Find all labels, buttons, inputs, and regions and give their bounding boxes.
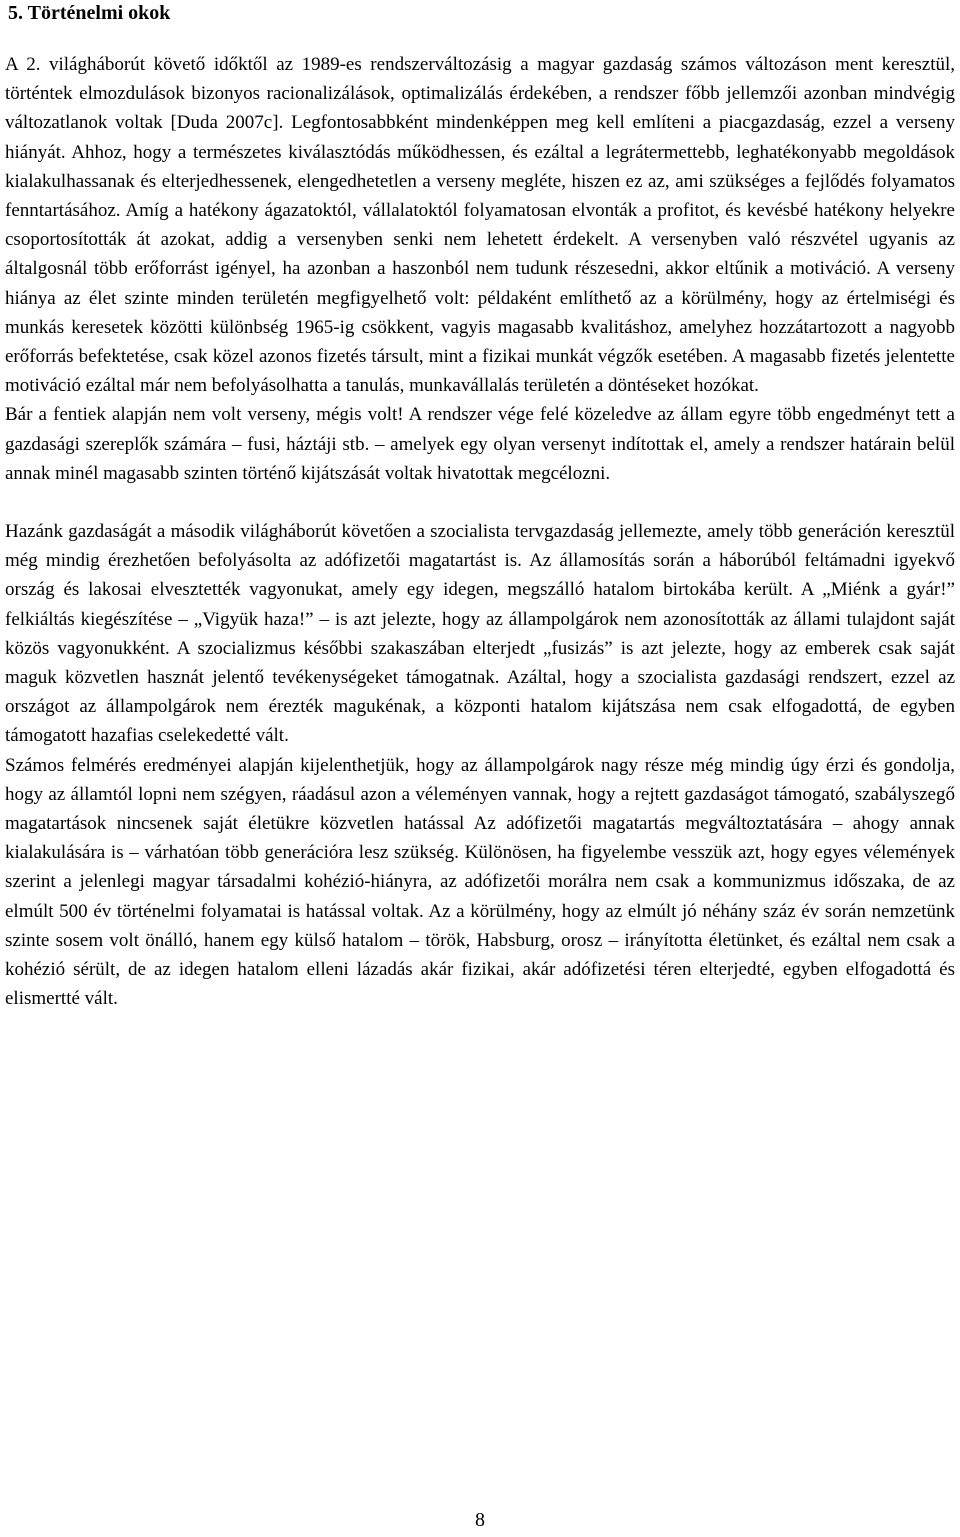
paragraph: Hazánk gazdaságát a második világháborút követően a szocialista tervgazdaság jellemezte, amely több generáción keresztül még mindig érezhetően befolyásolta az adófizetői magatartást is. Az államosítás során a háborúból feltámadni igyekvő ország és lakosai elvesztették vagyonukat, amely egy idegen, megszálló hatalom birtokába került. A „Miénk a gyár!” felkiáltás kiegészítése – „Vigyük haza!” – is azt jelezte, hogy az állampolgárok nem azonosították az állami tulajdont saját közös vagyonukként. A szocializmus későbbi szakaszában elterjedt „fusizás” is azt jelezte, hogy az emberek csak saját maguk közvetlen hasznát jelentő tevékenységeket támogatnak. Azáltal, hogy a szocialista gazdasági rendszert, ezzel az országot az állampolgárok nem érezték magukénak, a központi hatalom kijátszása nem csak elfogadottá, de egyben támogatott hazafias cselekedetté vált. <box>5 521 955 747</box>
paragraph: Bár a fentiek alapján nem volt verseny, mégis volt! A rendszer vége felé közeledve az állam egyre több engedményt tett a gazdasági szereplők számára – fusi, háztáji stb. – amelyek egy olyan versenyt indítottak el, amely a rendszer határain belül annak minél magasabb szinten történő kijátszását voltak hivatottak megcélozni. <box>5 404 955 484</box>
page-number: 8 <box>475 1509 485 1531</box>
body-text <box>5 50 955 1014</box>
paragraph: Számos felmérés eredményei alapján kijelenthetjük, hogy az állampolgárok nagy része még mindig úgy érzi és gondolja, hogy az államtól lopni nem szégyen, ráadásul azon a véleményen vannak, hogy a rejtett gazdaságot támogató, szabályszegő magatartások nincsenek saját életükre közvetlen hatással Az adófizetői magatartás megváltoztatására – ahogy annak kialakulására is – várhatóan több generációra lesz szükség. Különösen, ha figyelembe vesszük azt, hogy egyes vélemények szerint a jelenlegi magyar társadalmi kohézió-hiányra, az adófizetői morálra nem csak a kommunizmus időszaka, de az elmúlt 500 év történelmi folyamatai is hatással voltak. Az a körülmény, hogy az elmúlt jó néhány száz év során nemzetünk szinte sosem volt önálló, hanem egy külső hatalom – török, Habsburg, orosz – irányította életünket, és ezáltal nem csak a kohézió sérült, de az idegen hatalom elleni lázadás akár fizikai, akár adófizetési téren elterjedté, egyben elfogadottá és elismertté vált. <box>5 754 955 1010</box>
paragraph: A 2. világháborút követő időktől az 1989-es rendszerváltozásig a magyar gazdaság számos változáson ment keresztül, történtek elmozdulások bizonyos racionalizálások, optimalizálás érdekében, a rendszer főbb jellemzői azonban mindvégig változatlanok voltak [Duda 2007c]. Legfontosabbként mindenképpen meg kell említeni a piacgazdaság, ezzel a verseny hiányát. Ahhoz, hogy a természetes kiválasztódás működhessen, és ezáltal a legrátermettebb, leghatékonyabb megoldások kialakulhassanak és elterjedhessenek, elengedhetetlen a verseny megléte, hiszen ez az, ami szükséges a fejlődés folyamatos fenntartásához. Amíg a hatékony ágazatoktól, vállalatoktól folyamatosan elvonták a profitot, és kevésbé hatékony helyekre csoportosították át azokat, addig a versenyben senki nem lehetett érdekelt. A versenyben való részvétel ugyanis az általgosnál több erőforrást igényel, ha azonban a haszonból nem tudunk részesedni, akkor eltűnik a motiváció. A verseny hiánya az élet szinte minden területén megfigyelhető volt: példaként említhető az a körülmény, hogy az értelmiségi és munkás keresetek közötti különbség 1965-ig csökkent, vagyis magasabb kvalitáshoz, amelyhez hozzátartozott a nagyobb erőforrás befektetése, csak közel azonos fizetés társult, mint a fizikai munkát végzők esetében. A magasabb fizetés jelentette motiváció ezáltal már nem befolyásolhatta a tanulás, munkavállalás területén a döntéseket hozókat. <box>5 54 955 397</box>
section-heading: 5. Történelmi okok <box>8 2 171 24</box>
